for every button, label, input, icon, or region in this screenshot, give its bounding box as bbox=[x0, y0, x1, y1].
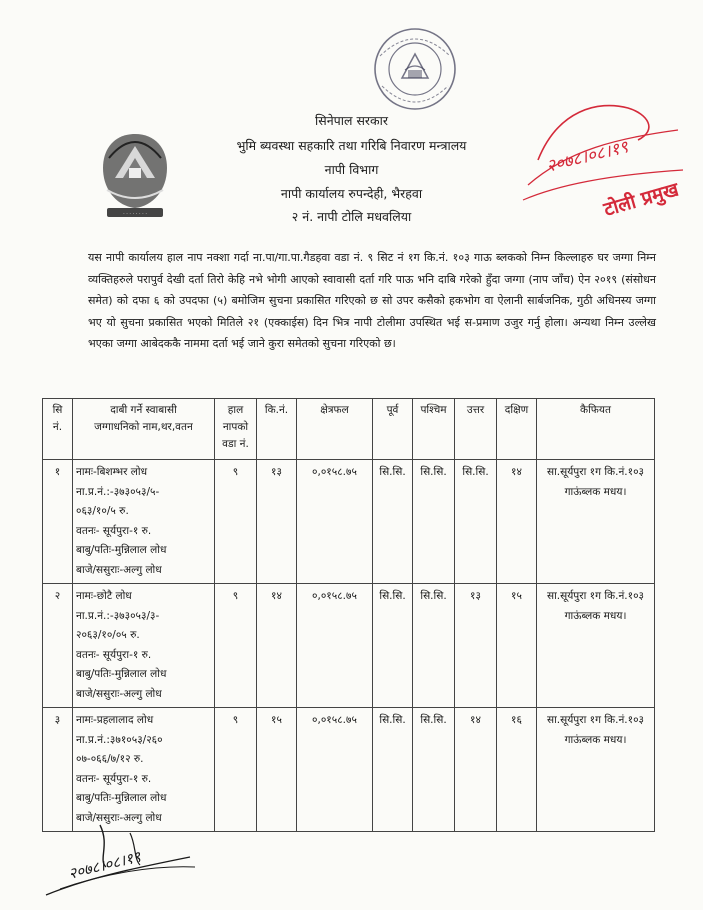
cell-west: सि.सि. bbox=[413, 460, 455, 584]
red-stamp-title: टोली प्रमुख bbox=[601, 178, 682, 221]
red-stamp-date: २०७८।०८।१९ bbox=[544, 137, 631, 177]
signature-date: २०७८।०८।१९ bbox=[66, 847, 143, 883]
header-team: २ नं. नापी टोलि मधवलिया bbox=[291, 209, 412, 224]
header-kitta: कि.नं. bbox=[257, 399, 297, 460]
cell-ward: ९ bbox=[215, 708, 257, 832]
cell-sn: १ bbox=[43, 460, 73, 584]
cell-north: १३ bbox=[455, 584, 497, 708]
svg-text:· · · · · · · ·: · · · · · · · · bbox=[123, 211, 147, 217]
office-seal-stamp bbox=[372, 26, 458, 112]
header-ministry: भुमि ब्यवस्था सहकारि तथा गरिबि निवारण मन्त्रालय bbox=[236, 138, 467, 153]
cell-remarks: सा.सूर्यपुरा १ग कि.नं.१०३ गाऊंब्लक मधय। bbox=[537, 460, 655, 584]
claims-table bbox=[42, 398, 655, 832]
header-south: दक्षिण bbox=[497, 399, 537, 460]
notice-paragraph: यस नापी कार्यालय हाल नाप नक्शा गर्दा ना.पा/गा.पा.गैडहवा वडा नं. ९ सिट नं १ग कि.नं. १०३ गाऊ ब्लकको निम्न किल्लाहरु घर जग्गा निम्न व्यक्तिहरुले परापुर्व देखी दर्ता तिरो केहि नभे भोगी आएको स्वावासी दर्ता गरि पाऊ भनि दाबि गरेको हुँदा जग्गा (नाप जाँच) ऐन २०१९ (संसोधन समेत) को दफा ६ को उपदफा (५) बमोजिम सुचना प्रकासित गरिएको छ सो उपर कसैको हकभोग वा ऐलानी सार्बजनिक, गुठी अधिनस्य जग्गा भए यो सुचना प्रकासित भएको मितिले २१ (एक्काईस) दिन भित्र नापी टोलीमा उपस्थित भई स-प्रमाण उजुर गर्नु होला। अन्यथा निम्न उल्लेख भएका जग्गा आबेदककै नाममा दर्ता भई जाने कुरा समेतको सुचना गरिएको छ। bbox=[88, 251, 656, 350]
header-west: पश्चिम bbox=[413, 399, 455, 460]
cell-area: ०,०१५८.७५ bbox=[297, 584, 373, 708]
cell-west: सि.सि. bbox=[413, 584, 455, 708]
cell-area: ०,०१५८.७५ bbox=[297, 708, 373, 832]
table-header-row bbox=[43, 399, 655, 460]
handwritten-signature bbox=[40, 815, 200, 900]
red-signature-stamp bbox=[508, 90, 688, 225]
cell-kitta: १४ bbox=[257, 584, 297, 708]
table-row bbox=[43, 584, 655, 708]
cell-ward: ९ bbox=[215, 584, 257, 708]
cell-claimant: नामः-छोटै लोध ना.प्र.नं.:-३७३०५३/३- २०६३/१०/०५ रु. वतनः- सूर्यपुरा-१ रु. बाबु/पतिः-मुन्निलाल लोध बाजे/ससुराः-अल्गु लोध bbox=[73, 584, 215, 708]
cell-north: सि.सि. bbox=[455, 460, 497, 584]
header-sn: सि नं. bbox=[43, 399, 73, 460]
cell-south: १५ bbox=[497, 584, 537, 708]
cell-north: १४ bbox=[455, 708, 497, 832]
cell-south: १४ bbox=[497, 460, 537, 584]
cell-west: सि.सि. bbox=[413, 708, 455, 832]
cell-south: १६ bbox=[497, 708, 537, 832]
cell-east: सि.सि. bbox=[373, 708, 413, 832]
header-ward: हाल नापको वडा नं. bbox=[215, 399, 257, 460]
cell-kitta: १५ bbox=[257, 708, 297, 832]
header-north: उत्तर bbox=[455, 399, 497, 460]
header-office: नापी कार्यालय रुपन्देही, भैरहवा bbox=[280, 186, 423, 201]
cell-sn: २ bbox=[43, 584, 73, 708]
header-claimant: दाबी गर्ने स्वाबासी जग्गाधनिको नाम,थर,वतन bbox=[73, 399, 215, 460]
cell-sn: ३ bbox=[43, 708, 73, 832]
cell-east: सि.सि. bbox=[373, 460, 413, 584]
header-remarks: कैफियत bbox=[537, 399, 655, 460]
cell-claimant: नामः-बिशम्भर लोध ना.प्र.नं.:-३७३०५३/५- ०६३/१०/५ रु. वतनः- सूर्यपुरा-१ रु. बाबु/पतिः-मुन्निलाल लोध बाजे/ससुराः-अल्गु लोध bbox=[73, 460, 215, 584]
cell-ward: ९ bbox=[215, 460, 257, 584]
cell-remarks: सा.सूर्यपुरा १ग कि.नं.१०३ गाऊंब्लक मधय। bbox=[537, 584, 655, 708]
cell-east: सि.सि. bbox=[373, 584, 413, 708]
cell-remarks: सा.सूर्यपुरा १ग कि.नं.१०३ गाऊंब्लक मधय। bbox=[537, 708, 655, 832]
table-row bbox=[43, 708, 655, 832]
cell-area: ०,०१५८.७५ bbox=[297, 460, 373, 584]
header-area: क्षेत्रफल bbox=[297, 399, 373, 460]
cell-claimant: नामः-प्रहलालाद लोध ना.प्र.नं.:३७१०५३/२६० ०७-०६६/७/१२ रु. वतनः- सूर्यपुरा-१ रु. बाबु/पतिः-मुन्निलाल लोध बाजे/ससुराः-अल्गु लोध bbox=[73, 708, 215, 832]
header-government: सिनेपाल सरकार bbox=[315, 113, 388, 128]
cell-kitta: १३ bbox=[257, 460, 297, 584]
header-east: पूर्व bbox=[373, 399, 413, 460]
header-department: नापी विभाग bbox=[324, 162, 379, 177]
table-row bbox=[43, 460, 655, 584]
